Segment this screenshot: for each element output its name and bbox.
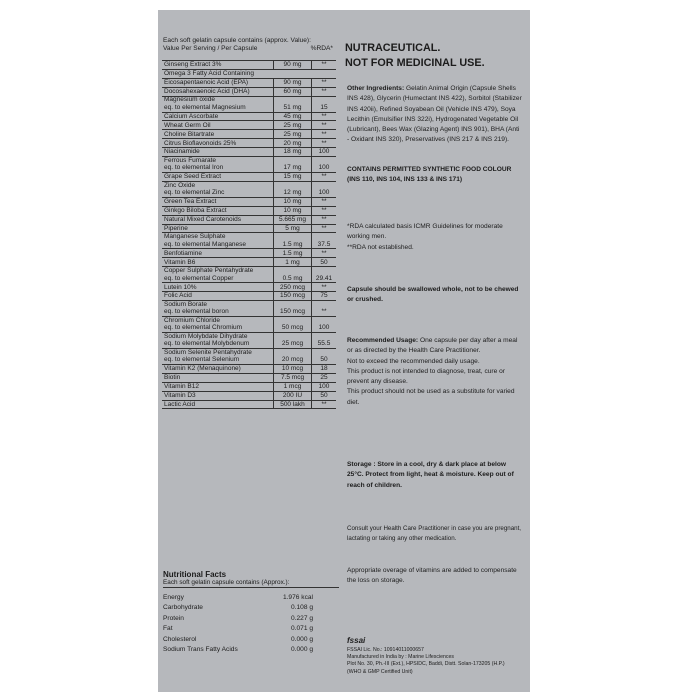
ingredient-value: 90 mg <box>274 61 312 69</box>
ingredient-rda: ** <box>321 224 327 232</box>
table-row <box>162 301 336 317</box>
nutraceutical-line-1: NUTRACEUTICAL. <box>345 42 441 54</box>
ingredient-value: 17 mg <box>274 157 312 172</box>
certification: (WHO & GMP Certified Unit) <box>347 668 413 675</box>
ingredient-rda: ** <box>321 79 327 87</box>
table-row <box>162 233 336 249</box>
swallow-instruction: Capsule should be swallowed whole, not to be chewed or crushed. <box>347 286 519 304</box>
nutrition-row <box>163 635 313 645</box>
ingredient-name: Copper Sulphate Pentahydrate eq. to elemental Copper <box>162 267 274 282</box>
ingredient-rda: 100 <box>318 148 330 156</box>
usage-line-2: Not to exceed the recommended daily usage. <box>347 357 480 365</box>
usage-text: One capsule per day after a meal or as directed by the Health Care Practitioner. <box>347 337 518 355</box>
table-row <box>162 258 336 267</box>
nutrient-name: Protein <box>163 614 184 622</box>
ingredient-value: 18 mg <box>274 148 312 156</box>
ingredient-rda: ** <box>321 121 327 129</box>
other-ingredients-label: Other Ingredients: <box>347 85 405 92</box>
ingredient-value: 25 mcg <box>274 333 312 348</box>
nutrient-value: 0.000 g <box>291 645 313 653</box>
storage-instruction: Storage : Store in a cool, dry & dark place at below 25°C. Protect from light, heat & moisture. Keep out of reach of children. <box>347 461 514 489</box>
nutrient-name: Energy <box>163 594 184 601</box>
ingredient-rda: ** <box>321 198 327 206</box>
nutrient-name: Fat <box>163 625 173 633</box>
ingredient-value: 20 mcg <box>274 349 312 364</box>
table-row <box>162 148 336 157</box>
recommended-usage <box>347 336 523 408</box>
ingredient-rda: 15 <box>320 103 328 111</box>
table-row <box>162 182 336 198</box>
usage-label: Recommended Usage: <box>347 337 419 344</box>
ingredient-name: Piperine <box>162 225 274 233</box>
ingredient-value: 150 mcg <box>274 301 312 316</box>
ingredient-value: 60 mg <box>274 88 312 96</box>
other-ingredients-text: Gelatin Animal Origin (Capsule Shells INS 428), Glycerin (Humectant INS 422), Sorbitol (Stabilizer INS 420ii), Refined Soyabean Oil (Vehicle INS 479), Soya Lecithin (Emulsifier INS 322i), Hydrogenated Vegetable Oil (Lubricant), Bees Wax (Glazing Agent) INS 901), BHA (Anti - Oxidant INS 320), Preservatives (INS 217 & INS 219). <box>347 85 522 144</box>
fssai-logo: fssai <box>347 636 366 645</box>
nutrition-row <box>163 624 313 634</box>
ingredient-value: 10 mg <box>274 207 312 215</box>
ingredient-rda: 100 <box>318 383 330 391</box>
ingredient-name: Natural Mixed Carotenoids <box>162 216 274 224</box>
ingredient-name: Niacinamide <box>162 148 274 156</box>
ingredient-rda: 50 <box>320 392 328 399</box>
table-row <box>162 198 336 207</box>
ingredient-value: 150 mcg <box>274 292 312 300</box>
ingredient-name: Vitamin B6 <box>162 258 274 266</box>
ingredient-rda: 75 <box>320 292 328 300</box>
ingredient-rda: 29.41 <box>315 274 333 282</box>
table-row <box>162 374 336 383</box>
ingredient-rda: 100 <box>318 324 330 332</box>
ingredient-name: Eicosapentaenoic Acid (EPA) <box>162 79 274 87</box>
table-row <box>162 157 336 173</box>
nutrition-facts-subtitle: Each soft gelatin capsule contains (Approx.): <box>163 579 339 588</box>
ingredient-name: Calcium Ascorbate <box>162 113 274 121</box>
ingredient-rda: ** <box>321 87 327 95</box>
nutrient-value: 0.108 g <box>291 604 313 612</box>
ingredient-rda: ** <box>321 308 327 316</box>
table-row <box>162 130 336 139</box>
ingredient-value: 10 mg <box>274 198 312 206</box>
table-row <box>162 349 336 365</box>
table-row <box>162 225 336 234</box>
nutrient-name: Sodium Trans Fatty Acids <box>163 645 238 653</box>
manufacturer: Manufactured in India by : Marine Lifesciences <box>347 654 454 661</box>
overage-note: Appropriate overage of vitamins are added to compensate the loss on storage. <box>347 567 517 585</box>
table-row <box>162 70 336 79</box>
fssai-details <box>347 647 527 676</box>
ingredient-value: 20 mg <box>274 139 312 147</box>
ingredient-value: 5.665 mg <box>274 216 312 224</box>
nutrition-row <box>163 645 313 655</box>
ingredient-value: 25 mg <box>274 121 312 129</box>
nutrient-name: Cholesterol <box>163 635 197 643</box>
ingredient-rda: ** <box>321 112 327 120</box>
ingredient-value: 90 mg <box>274 79 312 87</box>
table-row <box>162 283 336 292</box>
table-row <box>162 88 336 97</box>
ingredient-rda: ** <box>321 283 327 291</box>
ingredient-value: 12 mg <box>274 182 312 197</box>
ingredient-name: Lactic Acid <box>162 401 274 409</box>
table-row <box>162 139 336 148</box>
nutrition-facts-title: Nutritional Facts <box>163 570 227 579</box>
table-row <box>162 267 336 283</box>
nutrition-facts-table <box>163 593 313 655</box>
table-row <box>162 392 336 401</box>
ingredient-name: Docosahexaenoic Acid (DHA) <box>162 88 274 96</box>
table-row <box>162 249 336 258</box>
ingredient-name: Vitamin K2 (Menaquinone) <box>162 365 274 373</box>
supplement-facts-table <box>162 60 336 409</box>
fssai-license: FSSAI Lic. No.: 10914011000657 <box>347 647 424 653</box>
ingredient-rda: 55.5 <box>317 340 331 348</box>
ingredient-name: Choline Bitartrate <box>162 130 274 138</box>
ingredient-value: 7.5 mcg <box>274 374 312 382</box>
nutrition-row <box>163 593 313 603</box>
header-column-value: Value Per Serving / Per Capsule <box>163 45 258 52</box>
table-row <box>162 61 336 70</box>
ingredient-rda: 50 <box>320 258 328 266</box>
table-row <box>162 292 336 301</box>
nutraceutical-heading <box>345 41 525 71</box>
ingredient-name: Benfotiamine <box>162 249 274 257</box>
ingredient-value: 1.5 mg <box>274 249 312 257</box>
table-row <box>162 121 336 130</box>
nutrition-facts-header <box>163 570 339 588</box>
ingredient-value: 1.5 mg <box>274 233 312 248</box>
ingredient-value: 45 mg <box>274 113 312 121</box>
table-row <box>162 173 336 182</box>
ingredient-value: 500 lakh <box>274 401 312 409</box>
header-column-rda: %RDA* <box>310 45 333 52</box>
synthetic-colour-note: CONTAINS PERMITTED SYNTHETIC FOOD COLOUR (INS 110, INS 104, INS 133 & INS 171) <box>347 166 512 184</box>
ingredient-value: 51 mg <box>274 97 312 112</box>
nutrient-value: 1.976 kcal <box>282 594 313 601</box>
other-ingredients <box>347 84 523 146</box>
ingredient-name: Vitamin B12 <box>162 383 274 391</box>
ingredient-value: 0.5 mg <box>274 267 312 282</box>
nutrient-value: 0.000 g <box>291 635 313 643</box>
nutrient-name: Carbohydrate <box>163 604 203 612</box>
ingredient-name: Sodium Molybdate Dihydrate eq. to elemental Molybdenum <box>162 333 274 348</box>
ingredient-rda: 100 <box>318 164 330 172</box>
ingredient-name: Ginseng Extract 3% <box>162 61 274 69</box>
consult-note: Consult your Health Care Practitioner in case you are pregnant, lactating or taking any other medication. <box>347 525 522 543</box>
nutrition-row <box>163 614 313 624</box>
ingredient-rda: ** <box>321 173 327 181</box>
ingredient-rda: 100 <box>318 189 330 197</box>
ingredient-rda: ** <box>321 249 327 257</box>
nutrient-value: 0.071 g <box>291 625 313 633</box>
ingredient-value: 1 mg <box>274 258 312 266</box>
rda-notes <box>347 222 523 253</box>
table-row <box>162 333 336 349</box>
ingredient-name: Biotin <box>162 374 274 382</box>
ingredient-value: 50 mcg <box>274 317 312 332</box>
table-row <box>162 97 336 113</box>
ingredient-name: Green Tea Extract <box>162 198 274 206</box>
ingredient-rda: ** <box>321 61 327 69</box>
ingredient-value: 250 mcg <box>274 283 312 291</box>
table-row <box>162 79 336 88</box>
ingredient-name: Wheat Germ Oil <box>162 121 274 129</box>
ingredient-value: 200 IU <box>274 392 312 400</box>
ingredient-name: Manganese Sulphate eq. to elemental Manganese <box>162 233 274 248</box>
ingredient-rda: 18 <box>320 365 328 373</box>
rda-note-2: **RDA not established. <box>347 243 414 251</box>
ingredient-name: Magnesium oxide eq. to elemental Magnesium <box>162 97 274 112</box>
table-row <box>162 216 336 225</box>
ingredient-value: 10 mcg <box>274 365 312 373</box>
usage-line-4: This product should not be used as a substitute for varied diet. <box>347 388 515 406</box>
table-row <box>162 113 336 122</box>
nutrient-value: 0.227 g <box>291 614 313 622</box>
ingredient-rda: 25 <box>320 374 328 382</box>
table-row <box>162 401 336 410</box>
ingredient-name: Ferrous Fumarate eq. to elemental Iron <box>162 157 274 172</box>
ingredient-value: 1 mcg <box>274 383 312 391</box>
ingredient-name: Ginkgo Biloba Extract <box>162 207 274 215</box>
ingredient-name: Lutein 10% <box>162 283 274 291</box>
supplement-table-header <box>163 37 339 53</box>
ingredient-rda: 37.5 <box>317 240 331 248</box>
ingredient-name: Sodium Borate eq. to elemental boron <box>162 301 274 316</box>
usage-line-3: This product is not intended to diagnose, treat, cure or prevent any disease. <box>347 367 505 386</box>
table-row <box>162 383 336 392</box>
ingredient-name: Vitamin D3 <box>162 392 274 400</box>
ingredient-rda: ** <box>321 215 327 223</box>
ingredient-value: 25 mg <box>274 130 312 138</box>
ingredient-name: Zinc Oxide eq. to elemental Zinc <box>162 182 274 197</box>
ingredient-value: 5 mg <box>274 225 312 233</box>
ingredient-name: Omega 3 Fatty Acid Containing <box>164 70 254 78</box>
ingredient-name: Sodium Selenite Pentahydrate eq. to elemental Selenium <box>162 349 274 364</box>
table-row <box>162 365 336 374</box>
ingredient-name: Chromium Chloride eq. to elemental Chromium <box>162 317 274 332</box>
ingredient-rda: ** <box>321 207 327 215</box>
ingredient-value: 15 mg <box>274 173 312 181</box>
ingredient-rda: ** <box>321 130 327 138</box>
header-columns <box>163 45 339 53</box>
ingredient-rda: ** <box>321 400 327 408</box>
table-row <box>162 317 336 333</box>
ingredient-name: Folic Acid <box>162 292 274 300</box>
table-row <box>162 207 336 216</box>
header-line: Each soft gelatin capsule contains (approx. Value): <box>163 37 311 44</box>
ingredient-rda: 50 <box>320 356 328 364</box>
manufacturer-address: Plot No. 30, Ph.-III (Ext.), HPSIDC, Baddi, Distt. Solan-173205 (H.P.) <box>347 661 505 668</box>
ingredient-name: Citrus Bioflavonoids 25% <box>162 139 274 147</box>
nutrition-row <box>163 603 313 613</box>
nutraceutical-line-2: NOT FOR MEDICINAL USE. <box>345 57 485 69</box>
ingredient-name: Grape Seed Extract <box>162 173 274 181</box>
rda-note: *RDA calculated basis ICMR Guidelines for moderate working men. <box>347 223 503 241</box>
ingredient-rda: ** <box>321 139 327 147</box>
